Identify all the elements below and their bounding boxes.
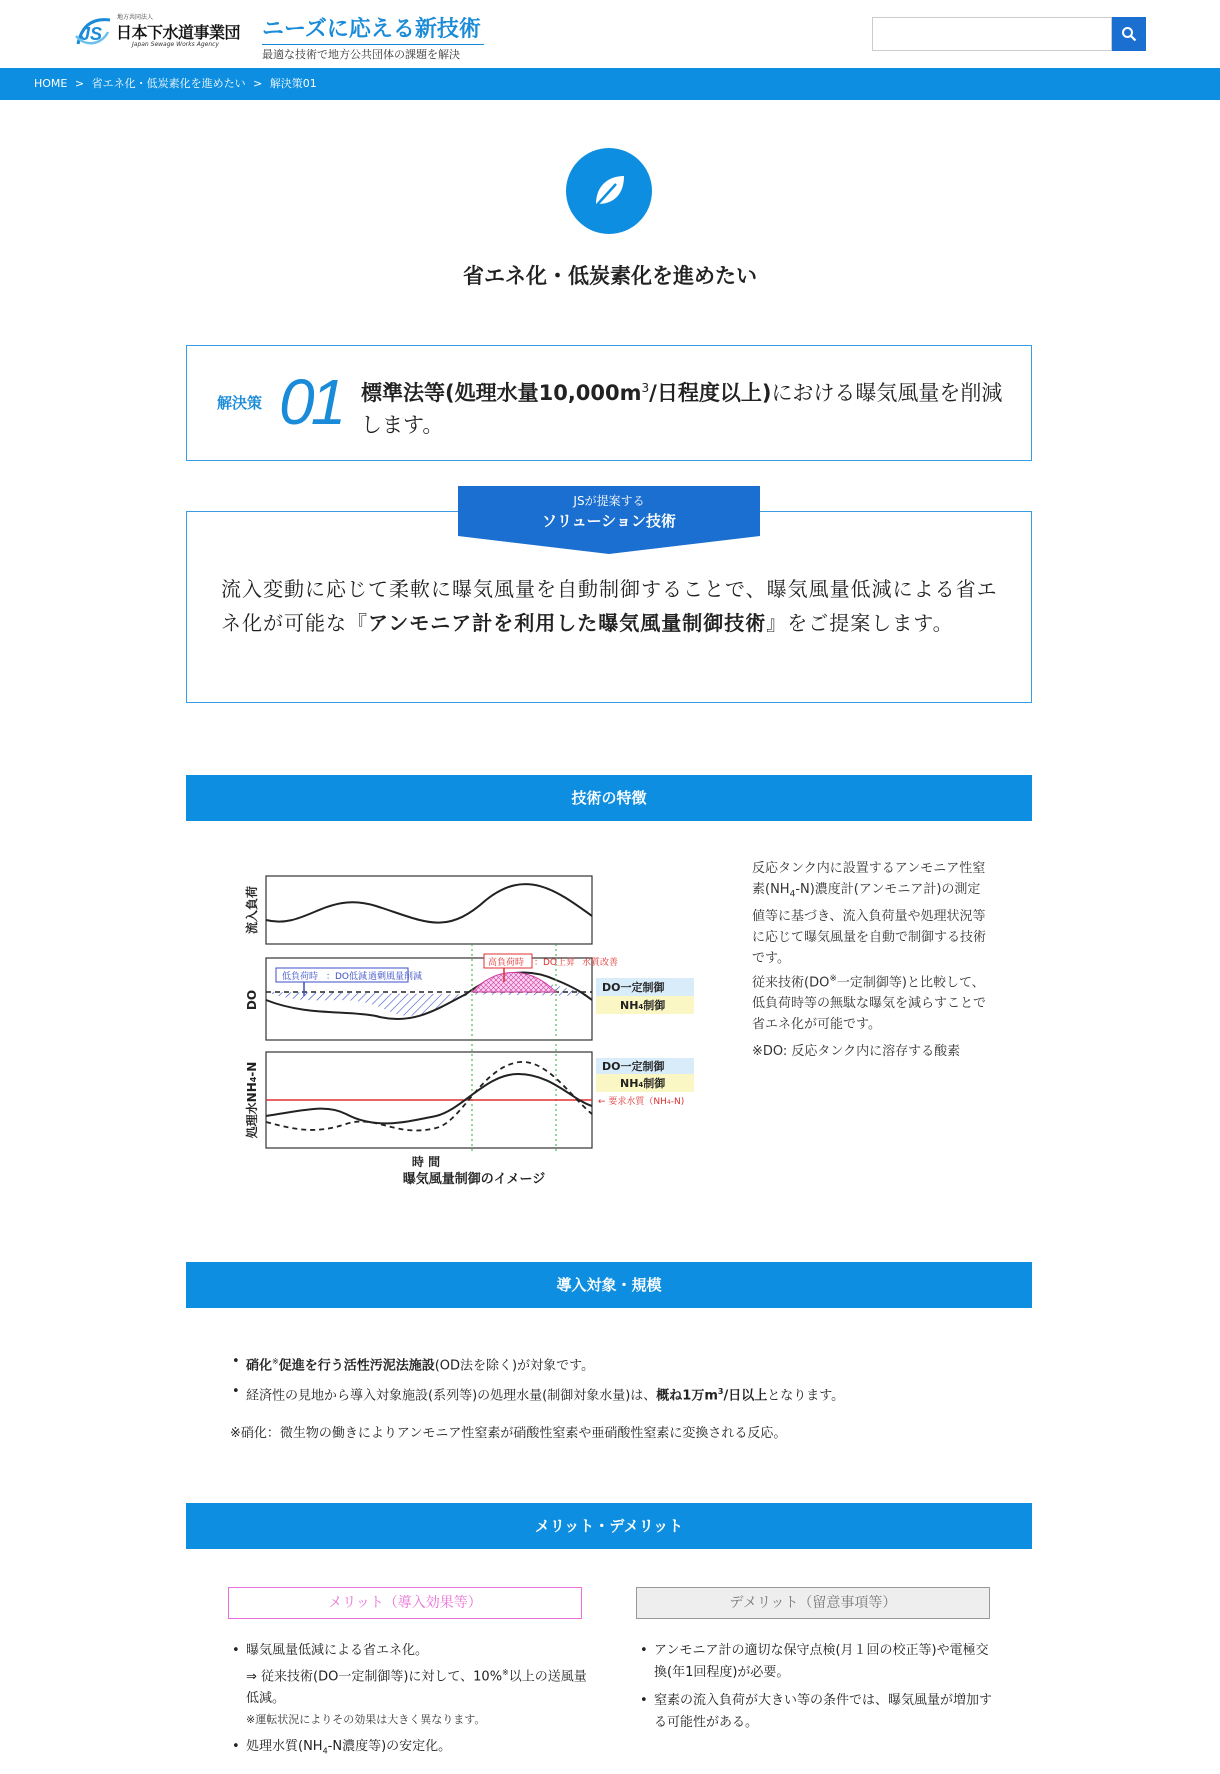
low-load-label: 低負荷時 — [282, 972, 319, 982]
legend-do-2: DO一定制御 — [602, 1060, 665, 1073]
list-item: • 窒素の流入負荷が大きい等の条件では、曝気風量が増加する可能性がある。 — [638, 1690, 998, 1734]
list-item: • 経済性の見地から導入対象施設(系列等)の処理水量(制御対象水量)は、概ね1万$m^3/$日以上となります。 — [230, 1384, 1030, 1404]
solution-number: 01 — [279, 366, 343, 438]
breadcrumb-sep: > — [253, 77, 263, 90]
proposal-tab-small: JSが提案する — [573, 494, 645, 508]
target-list — [230, 1354, 1030, 1415]
logo-en: Japan Sewage Works Agency — [132, 41, 219, 48]
list-item: • 処理水質($NH_4-N$濃度等)の安定化。 — [230, 1736, 590, 1763]
page-title: 省エネ化・低炭素化を進めたい — [463, 264, 757, 288]
logo-sub: 地方共同法人 — [117, 14, 154, 21]
merit-heading: メリット（導入効果等） — [228, 1587, 582, 1619]
low-load-result: 過剰風量削減 — [368, 972, 423, 982]
site-tagline: 最適な技術で地方公共団体の課題を解決 — [262, 44, 484, 62]
merits-bar: メリット・デメリット — [186, 1503, 1032, 1549]
proposal-tab-big: ソリューション技術 — [542, 512, 676, 530]
high-load-result: 水質改善 — [582, 958, 619, 968]
leaf-icon-circle — [566, 148, 652, 234]
breadcrumb-current: 解決策01 — [269, 77, 317, 90]
features-bar: 技術の特徴 — [186, 775, 1032, 821]
list-item: • 硝化※促進を行う活性汚泥法施設(OD法を除く)が対象です。 — [230, 1354, 1030, 1374]
diagram-caption: 曝気風量制御のイメージ — [402, 1172, 546, 1187]
search-icon — [1121, 26, 1137, 42]
site-header — [0, 0, 1220, 68]
label-time: 時 間 — [411, 1155, 441, 1169]
solution-text: 標準法等(処理水量$10,000m^3/$日程度以上)における曝気風量を削減します。 — [361, 381, 1003, 437]
breadcrumb-sep: > — [74, 77, 85, 90]
legend-do: DO一定制御 — [602, 981, 665, 994]
breadcrumb — [0, 68, 1220, 100]
svg-text:JS: JS — [80, 24, 103, 44]
target-bar: 導入対象・規模 — [186, 1262, 1032, 1308]
demerit-heading: デメリット（留意事項等） — [636, 1587, 990, 1619]
low-load-text: ：DO低減 — [326, 972, 368, 982]
required-quality-label: ← 要求水質（NH4-N) — [598, 1097, 685, 1107]
merit-list — [230, 1640, 590, 1769]
proposal-text: 流入変動に応じて柔軟に曝気風量を自動制御することで、曝気風量低減による省エネ化が可能な『アンモニア計を利用した曝気風量制御技術』をご提案します。 — [221, 577, 998, 635]
target-note: ※硝化：微生物の働きによりアンモニア性窒素が硝酸性窒素や亜硝酸性窒素に変換される反応。 — [230, 1426, 787, 1441]
high-load-text: ：DO上昇 — [534, 958, 576, 968]
jswa-logo[interactable] — [72, 12, 247, 56]
label-nh4: 処理水NH4-N — [245, 1061, 259, 1139]
list-item: • アンモニア計の適切な保守点検(月１回の校正等)や電極交換(年1回程度)が必要。 — [638, 1640, 998, 1684]
feature-description: 反応タンク内に設置するアンモニア性窒素$(NH_4-N)$濃度計(アンモニア計)の測定値等に基づき、流入負荷量や処理状況等に応じて曝気風量を自動で制御する技術です。 従来技術(DO※一定制御等)と比較して、低負荷時等の無駄な曝気を減らすことで省エネ化が可能です。 — [752, 861, 987, 1032]
site-title[interactable]: ニーズに応える新技術 — [262, 17, 481, 42]
breadcrumb-home[interactable]: HOME — [34, 77, 68, 90]
demerit-list — [638, 1640, 998, 1740]
aeration-control-diagram — [236, 860, 726, 1190]
solution-box — [186, 345, 1032, 461]
logo-main: 日本下水道事業団 — [116, 23, 241, 42]
label-do: DO — [245, 989, 259, 1011]
legend-nh4-2: NH4制御 — [620, 1077, 666, 1090]
logo-mark-icon — [72, 14, 114, 52]
list-item: • 曝気風量低減による省エネ化。 ⇒ 従来技術(DO一定制御等)に対して、10%※以上の送風量低減。 ※運転状況によりその効果は大きく異なります。 — [230, 1640, 590, 1730]
feature-note: ※DO: 反応タンク内に溶存する酸素 — [752, 1044, 961, 1059]
high-load-label: 高負荷時 — [488, 958, 525, 968]
label-inflow: 流入負荷 — [245, 885, 259, 935]
leaf-icon — [590, 172, 628, 210]
solution-label: 解決策 — [217, 394, 263, 412]
breadcrumb-category[interactable]: 省エネ化・低炭素化を進めたい — [91, 77, 246, 90]
proposal-tab — [458, 486, 760, 540]
search-button[interactable] — [1112, 17, 1146, 51]
search-input[interactable] — [872, 17, 1112, 51]
legend-nh4: NH4制御 — [620, 999, 666, 1012]
